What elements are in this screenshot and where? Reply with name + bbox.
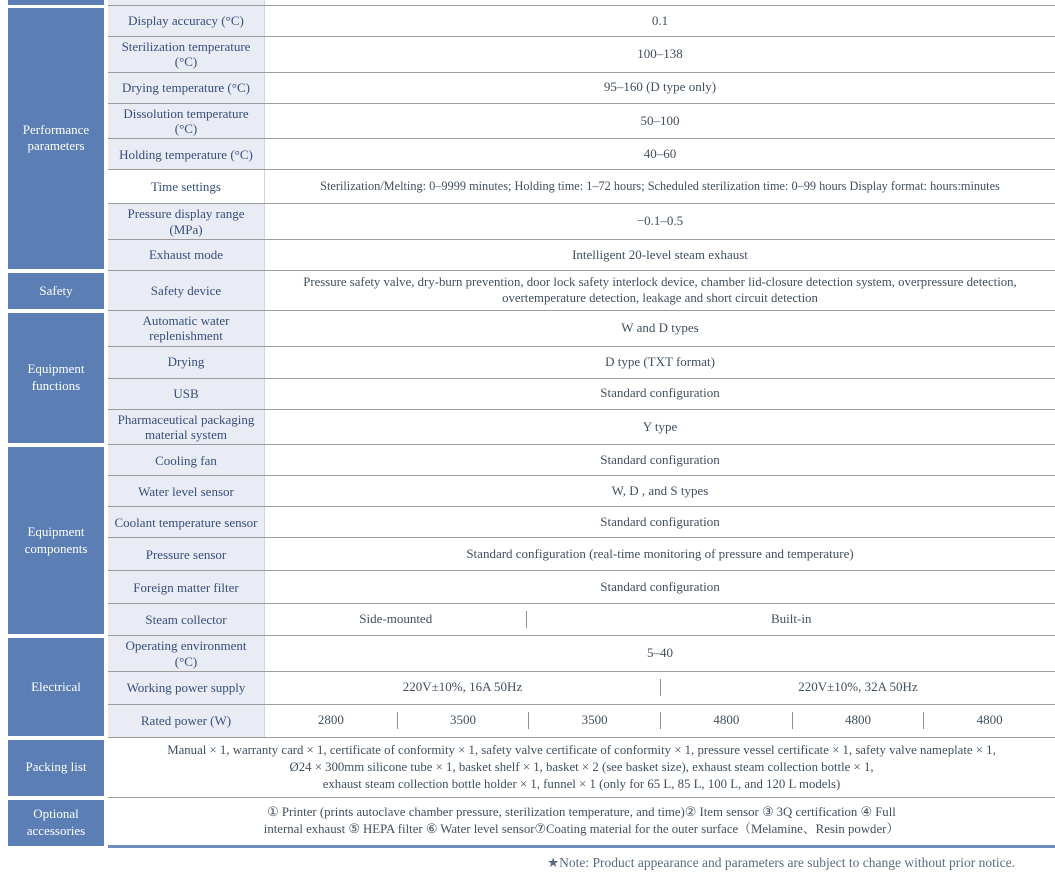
- category-label: Equipment functions: [8, 313, 104, 443]
- param-cell: Coolant temperature sensor: [108, 507, 265, 537]
- param-cell: Cooling fan: [108, 445, 265, 475]
- section-packing-list: [8, 738, 1055, 798]
- table-row: [108, 347, 1055, 379]
- value-cell: [265, 672, 1055, 704]
- table-row: [108, 705, 1055, 738]
- param-cell: Time settings: [108, 170, 265, 203]
- category-label: Safety: [8, 273, 104, 309]
- value-cell: 50–100: [640, 112, 680, 128]
- packing-list-line: Ø24 × 300mm silicone tube × 1, basket shelf × 1, basket × 2 (see basket size), exhaust steam collection bottle × 1,: [289, 759, 874, 774]
- category-label: Packing list: [8, 740, 104, 796]
- param-cell: Exhaust mode: [108, 240, 265, 270]
- table-row: [108, 798, 1055, 845]
- table-row: [108, 311, 1055, 347]
- param-cell: Working power supply: [108, 672, 265, 704]
- table-row: [108, 445, 1055, 476]
- packing-list-line: Manual × 1, warranty card × 1, certificate of conformity × 1, safety valve certificate of conformity × 1, pressure vessel certificate × 1, safety valve nameplate × 1,: [167, 742, 996, 757]
- table-row: [108, 37, 1055, 73]
- category-label: Electrical: [8, 638, 104, 736]
- section-equipment-functions: [8, 311, 1055, 445]
- param-cell: Rated power (W): [108, 705, 265, 737]
- table-row: [108, 204, 1055, 240]
- value-subcell-rated-power: 4800: [792, 712, 924, 729]
- value-subcell-rated-power: 3500: [397, 712, 529, 729]
- value-subcell-rated-power: 4800: [660, 712, 792, 729]
- value-cell: [265, 705, 1055, 737]
- table-row: [108, 507, 1055, 538]
- specification-table: [8, 0, 1055, 848]
- value-cell: Standard configuration: [600, 451, 720, 467]
- param-cell: USB: [108, 379, 265, 409]
- value-cell: Y type: [642, 418, 678, 434]
- value-cell: W and D types: [621, 319, 699, 335]
- section-performance-parameters: [8, 6, 1055, 271]
- value-cell: 5–40: [647, 645, 673, 661]
- value-cell: [265, 0, 1055, 5]
- param-cell: [108, 0, 265, 5]
- param-cell: Holding temperature (°C): [108, 139, 265, 169]
- param-cell: Steam collector: [108, 604, 265, 635]
- table-row: [108, 240, 1055, 271]
- param-cell: Automatic water replenishment: [108, 311, 265, 346]
- packing-list-line: exhaust steam collection bottle holder × 1, funnel × 1 (only for 65 L, 85 L, 100 L, and 120 L models): [322, 776, 841, 791]
- value-subcell-rated-power: 4800: [923, 712, 1055, 729]
- footnote: ★Note: Product appearance and parameters are subject to change without prior notice.: [547, 854, 1015, 870]
- table-row: [108, 73, 1055, 104]
- table-row: [108, 271, 1055, 311]
- value-cell: 95–160 (D type only): [603, 79, 717, 95]
- category-cell: [8, 798, 108, 848]
- value-cell: Standard configuration: [600, 513, 720, 529]
- table-row: [108, 672, 1055, 705]
- value-cell: 0.1: [651, 12, 669, 28]
- param-cell: Water level sensor: [108, 476, 265, 506]
- section-safety: [8, 271, 1055, 311]
- optional-accessories-line: internal exhaust ⑤ HEPA filter ⑥ Water level sensor⑦Coating material for the outer surface（Melamine、Resin powder）: [263, 822, 900, 837]
- table-row: [108, 379, 1055, 410]
- category-label: Equipment components: [8, 447, 104, 634]
- category-label: Performance parameters: [8, 8, 104, 269]
- value-cell: Sterilization/Melting: 0–9999 minutes; Holding time: 1–72 hours; Scheduled sterilization time: 0–99 hours Display format: hours:minutes: [320, 178, 1000, 193]
- value-subcell-rated-power: 3500: [528, 712, 660, 729]
- param-cell: Drying temperature (°C): [108, 73, 265, 103]
- table-row: [108, 571, 1055, 604]
- value-cell: Pressure safety valve, dry-burn prevention, door lock safety interlock device, chamber lid-closure detection system, overpressure detection, overtemperature detection, leakage and short circuit detection: [303, 274, 1017, 306]
- category-cell: [8, 271, 108, 311]
- category-cell: [8, 636, 108, 738]
- category-cell: [8, 311, 108, 445]
- category-cell: [8, 6, 108, 271]
- category-cell: [8, 738, 108, 798]
- table-row: [108, 170, 1055, 204]
- value-cell: Standard configuration: [600, 578, 720, 594]
- value-subcell-power-16a: 220V±10%, 16A 50Hz: [402, 679, 523, 695]
- value-cell: Standard configuration: [600, 385, 720, 401]
- value-cell: −0.1–0.5: [636, 213, 684, 229]
- param-cell: Pharmaceutical packaging material system: [108, 410, 265, 445]
- value-cell: [108, 738, 1055, 797]
- section-electrical: [8, 636, 1055, 738]
- param-cell: Pressure sensor: [108, 538, 265, 570]
- param-cell: Safety device: [108, 271, 265, 310]
- value-subcell-side-mounted: Side-mounted: [359, 611, 433, 627]
- value-subcell-built-in: Built-in: [526, 611, 1055, 628]
- table-row: [108, 476, 1055, 507]
- category-cell: [8, 445, 108, 636]
- table-row: [108, 738, 1055, 798]
- section-optional-accessories: [8, 798, 1055, 848]
- table-row: [108, 538, 1055, 571]
- table-row: [108, 604, 1055, 636]
- value-subcell-power-32a: 220V±10%, 32A 50Hz: [660, 679, 1055, 696]
- section-equipment-components: [8, 445, 1055, 636]
- table-row: [108, 139, 1055, 170]
- value-cell: D type (TXT format): [605, 353, 715, 369]
- optional-accessories-line: ① Printer (prints autoclave chamber pressure, sterilization temperature, and time)② Item sensor ③ 3Q certification ④ Full: [267, 805, 896, 820]
- param-cell: Sterilization temperature (°C): [108, 37, 265, 72]
- table-row: [108, 636, 1055, 672]
- param-cell: Display accuracy (°C): [108, 6, 265, 36]
- param-cell: Operating environment (°C): [108, 636, 265, 671]
- table-row: [108, 6, 1055, 37]
- value-subcell-rated-power: 2800: [317, 712, 344, 728]
- value-cell: Intelligent 20-level steam exhaust: [572, 246, 748, 262]
- param-cell: Pressure display range (MPa): [108, 204, 265, 239]
- value-cell: 40–60: [643, 145, 677, 161]
- value-cell: W, D , and S types: [611, 482, 709, 498]
- table-row: [108, 410, 1055, 446]
- param-cell: Foreign matter filter: [108, 571, 265, 603]
- table-row: [108, 104, 1055, 140]
- value-cell: [108, 798, 1055, 845]
- value-cell: [265, 604, 1055, 635]
- value-cell: 100–138: [637, 45, 683, 61]
- category-block-partial: [8, 0, 104, 5]
- category-label: Optional accessories: [8, 800, 104, 846]
- param-cell: Drying: [108, 347, 265, 378]
- value-cell: Standard configuration (real-time monitoring of pressure and temperature): [466, 545, 854, 561]
- param-cell: Dissolution temperature (°C): [108, 104, 265, 139]
